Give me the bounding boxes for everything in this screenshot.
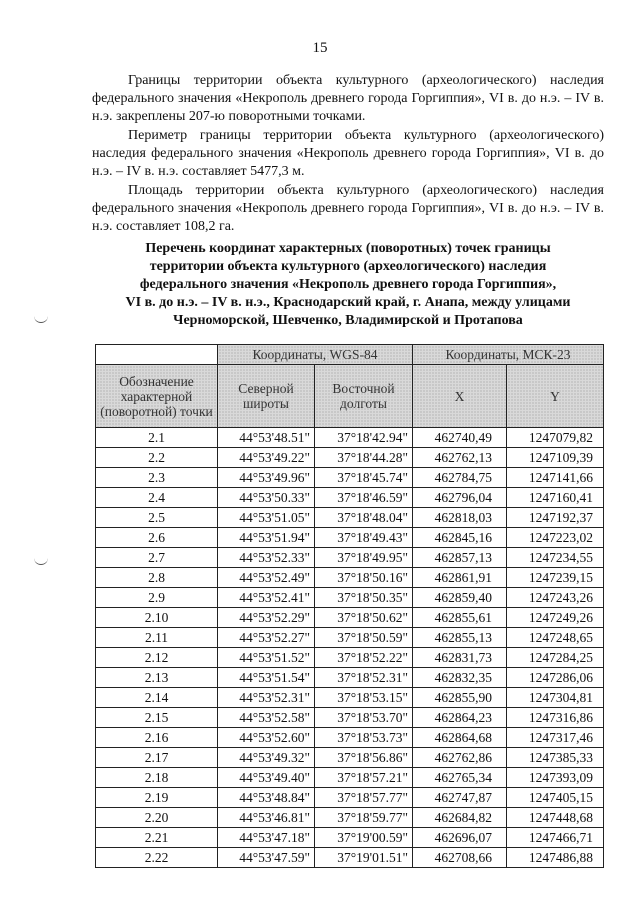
table-row [96,768,604,788]
x-cell: 462765,34 [413,768,507,788]
latitude-cell: 44°53'52.33" [218,548,315,568]
table-title-line: VI в. до н.э. – IV в. н.э., Краснодарский край, г. Анапа, между улицами [125,295,571,310]
y-cell: 1247393,09 [507,768,604,788]
x-cell: 462861,91 [413,568,507,588]
table-row [96,528,604,548]
latitude-cell: 44°53'49.40" [218,768,315,788]
longitude-cell: 37°18'56.86" [315,748,413,768]
longitude-cell: 37°18'53.73" [315,728,413,748]
longitude-cell: 37°18'42.94" [315,428,413,448]
header-east-longitude: Восточной долготы [315,365,413,428]
point-id-cell: 2.16 [96,728,218,748]
y-cell: 1247109,39 [507,448,604,468]
latitude-cell: 44°53'50.33" [218,488,315,508]
y-cell: 1247160,41 [507,488,604,508]
point-id-cell: 2.15 [96,708,218,728]
x-cell: 462859,40 [413,588,507,608]
x-cell: 462864,68 [413,728,507,748]
coordinates-table [95,344,604,868]
y-cell: 1247286,06 [507,668,604,688]
header-north-latitude: Северной широты [218,365,315,428]
longitude-cell: 37°18'49.95" [315,548,413,568]
y-cell: 1247316,86 [507,708,604,728]
table-row [96,828,604,848]
point-id-cell: 2.18 [96,768,218,788]
latitude-cell: 44°53'46.81" [218,808,315,828]
table-title [92,240,604,330]
paragraph-boundaries [92,72,604,126]
latitude-cell: 44°53'47.18" [218,828,315,848]
latitude-cell: 44°53'49.32" [218,748,315,768]
longitude-cell: 37°18'44.28" [315,448,413,468]
x-cell: 462864,23 [413,708,507,728]
table-row [96,788,604,808]
table-row [96,588,604,608]
latitude-cell: 44°53'51.05" [218,508,315,528]
y-cell: 1247385,33 [507,748,604,768]
table-row [96,468,604,488]
x-cell: 462796,04 [413,488,507,508]
y-cell: 1247249,26 [507,608,604,628]
latitude-cell: 44°53'49.96" [218,468,315,488]
x-cell: 462747,87 [413,788,507,808]
table-group-header-row [96,345,604,365]
longitude-cell: 37°18'53.70" [315,708,413,728]
latitude-cell: 44°53'52.29" [218,608,315,628]
paragraph-perimeter [92,127,604,181]
x-cell: 462684,82 [413,808,507,828]
table-row [96,448,604,468]
x-cell: 462832,35 [413,668,507,688]
table-title-line: федерального значения «Некрополь древнего города Горгиппия», [139,277,557,292]
point-id-cell: 2.8 [96,568,218,588]
latitude-cell: 44°53'52.31" [218,688,315,708]
latitude-cell: 44°53'51.52" [218,648,315,668]
header-point-id: Обозначение характерной (поворотной) точки [96,365,218,428]
header-x: X [413,365,507,428]
point-id-cell: 2.5 [96,508,218,528]
y-cell: 1247234,55 [507,548,604,568]
longitude-cell: 37°19'01.51" [315,848,413,868]
point-id-cell: 2.1 [96,428,218,448]
longitude-cell: 37°18'50.59" [315,628,413,648]
x-cell: 462855,61 [413,608,507,628]
y-cell: 1247486,88 [507,848,604,868]
y-cell: 1247466,71 [507,828,604,848]
x-cell: 462831,73 [413,648,507,668]
x-cell: 462740,49 [413,428,507,448]
table-row [96,688,604,708]
table-row [96,668,604,688]
longitude-cell: 37°18'50.16" [315,568,413,588]
y-cell: 1247248,65 [507,628,604,648]
binding-mark [34,558,48,565]
table-row [96,488,604,508]
longitude-cell: 37°18'57.21" [315,768,413,788]
y-cell: 1247405,15 [507,788,604,808]
header-wgs84: Координаты, WGS-84 [218,345,413,365]
table-row [96,508,604,528]
paragraph-area-text: Площадь территории объекта культурного (археологического) наследия федерального значения «Некрополь древнего города Горгиппия», VI в. до н.э. – IV в. н.э. составляет 108,2 га. [92,183,604,234]
longitude-cell: 37°19'00.59" [315,828,413,848]
latitude-cell: 44°53'52.41" [218,588,315,608]
paragraph-boundaries-text: Границы территории объекта культурного (археологического) наследия федерального значения «Некрополь древнего города Горгиппия», VI в. до н.э. – IV в. н.э. закреплены 207-ю поворотными точками. [92,73,604,124]
x-cell: 462762,86 [413,748,507,768]
y-cell: 1247243,26 [507,588,604,608]
table-body [96,428,604,868]
point-id-cell: 2.14 [96,688,218,708]
table-title-line: Перечень координат характерных (поворотных) точек границы [145,241,551,256]
paragraph-area [92,182,604,236]
x-cell: 462784,75 [413,468,507,488]
table-row [96,728,604,748]
y-cell: 1247448,68 [507,808,604,828]
longitude-cell: 37°18'50.35" [315,588,413,608]
point-id-cell: 2.13 [96,668,218,688]
table-row [96,568,604,588]
point-id-cell: 2.2 [96,448,218,468]
x-cell: 462845,16 [413,528,507,548]
longitude-cell: 37°18'50.62" [315,608,413,628]
table-row [96,608,604,628]
point-id-cell: 2.4 [96,488,218,508]
longitude-cell: 37°18'45.74" [315,468,413,488]
y-cell: 1247304,81 [507,688,604,708]
longitude-cell: 37°18'48.04" [315,508,413,528]
x-cell: 462708,66 [413,848,507,868]
point-id-cell: 2.20 [96,808,218,828]
point-id-cell: 2.10 [96,608,218,628]
latitude-cell: 44°53'51.94" [218,528,315,548]
x-cell: 462762,13 [413,448,507,468]
paragraph-perimeter-text: Периметр границы территории объекта культурного (археологического) наследия федерального значения «Некрополь древнего города Горгиппия», VI в. до н.э. – IV в. н.э. составляет 5477,3 м. [92,128,604,179]
table-row [96,628,604,648]
latitude-cell: 44°53'47.59" [218,848,315,868]
point-id-cell: 2.17 [96,748,218,768]
point-id-cell: 2.19 [96,788,218,808]
point-id-cell: 2.12 [96,648,218,668]
y-cell: 1247284,25 [507,648,604,668]
latitude-cell: 44°53'51.54" [218,668,315,688]
table-row [96,808,604,828]
longitude-cell: 37°18'49.43" [315,528,413,548]
latitude-cell: 44°53'52.58" [218,708,315,728]
point-id-cell: 2.11 [96,628,218,648]
longitude-cell: 37°18'53.15" [315,688,413,708]
page-number: 15 [312,40,328,56]
longitude-cell: 37°18'59.77" [315,808,413,828]
longitude-cell: 37°18'52.22" [315,648,413,668]
table-title-line: территории объекта культурного (археологического) наследия [149,259,547,274]
y-cell: 1247192,37 [507,508,604,528]
y-cell: 1247223,02 [507,528,604,548]
table-row [96,848,604,868]
longitude-cell: 37°18'46.59" [315,488,413,508]
y-cell: 1247079,82 [507,428,604,448]
latitude-cell: 44°53'52.27" [218,628,315,648]
y-cell: 1247141,66 [507,468,604,488]
point-id-cell: 2.6 [96,528,218,548]
longitude-cell: 37°18'52.31" [315,668,413,688]
y-cell: 1247239,15 [507,568,604,588]
latitude-cell: 44°53'48.84" [218,788,315,808]
latitude-cell: 44°53'52.49" [218,568,315,588]
table-title-line: Черноморской, Шевченко, Владимирской и Протапова [173,313,523,328]
table-row [96,548,604,568]
table-row [96,748,604,768]
latitude-cell: 44°53'48.51" [218,428,315,448]
header-msk23: Координаты, МСК-23 [413,345,604,365]
point-id-cell: 2.7 [96,548,218,568]
latitude-cell: 44°53'49.22" [218,448,315,468]
longitude-cell: 37°18'57.77" [315,788,413,808]
point-id-cell: 2.3 [96,468,218,488]
header-empty-cell [96,345,218,365]
x-cell: 462857,13 [413,548,507,568]
latitude-cell: 44°53'52.60" [218,728,315,748]
x-cell: 462818,03 [413,508,507,528]
table-row [96,428,604,448]
point-id-cell: 2.9 [96,588,218,608]
table-row [96,708,604,728]
table-column-header-row [96,365,604,428]
point-id-cell: 2.21 [96,828,218,848]
header-y: Y [507,365,604,428]
x-cell: 462855,13 [413,628,507,648]
y-cell: 1247317,46 [507,728,604,748]
x-cell: 462855,90 [413,688,507,708]
x-cell: 462696,07 [413,828,507,848]
binding-mark [34,316,48,323]
table-row [96,648,604,668]
point-id-cell: 2.22 [96,848,218,868]
